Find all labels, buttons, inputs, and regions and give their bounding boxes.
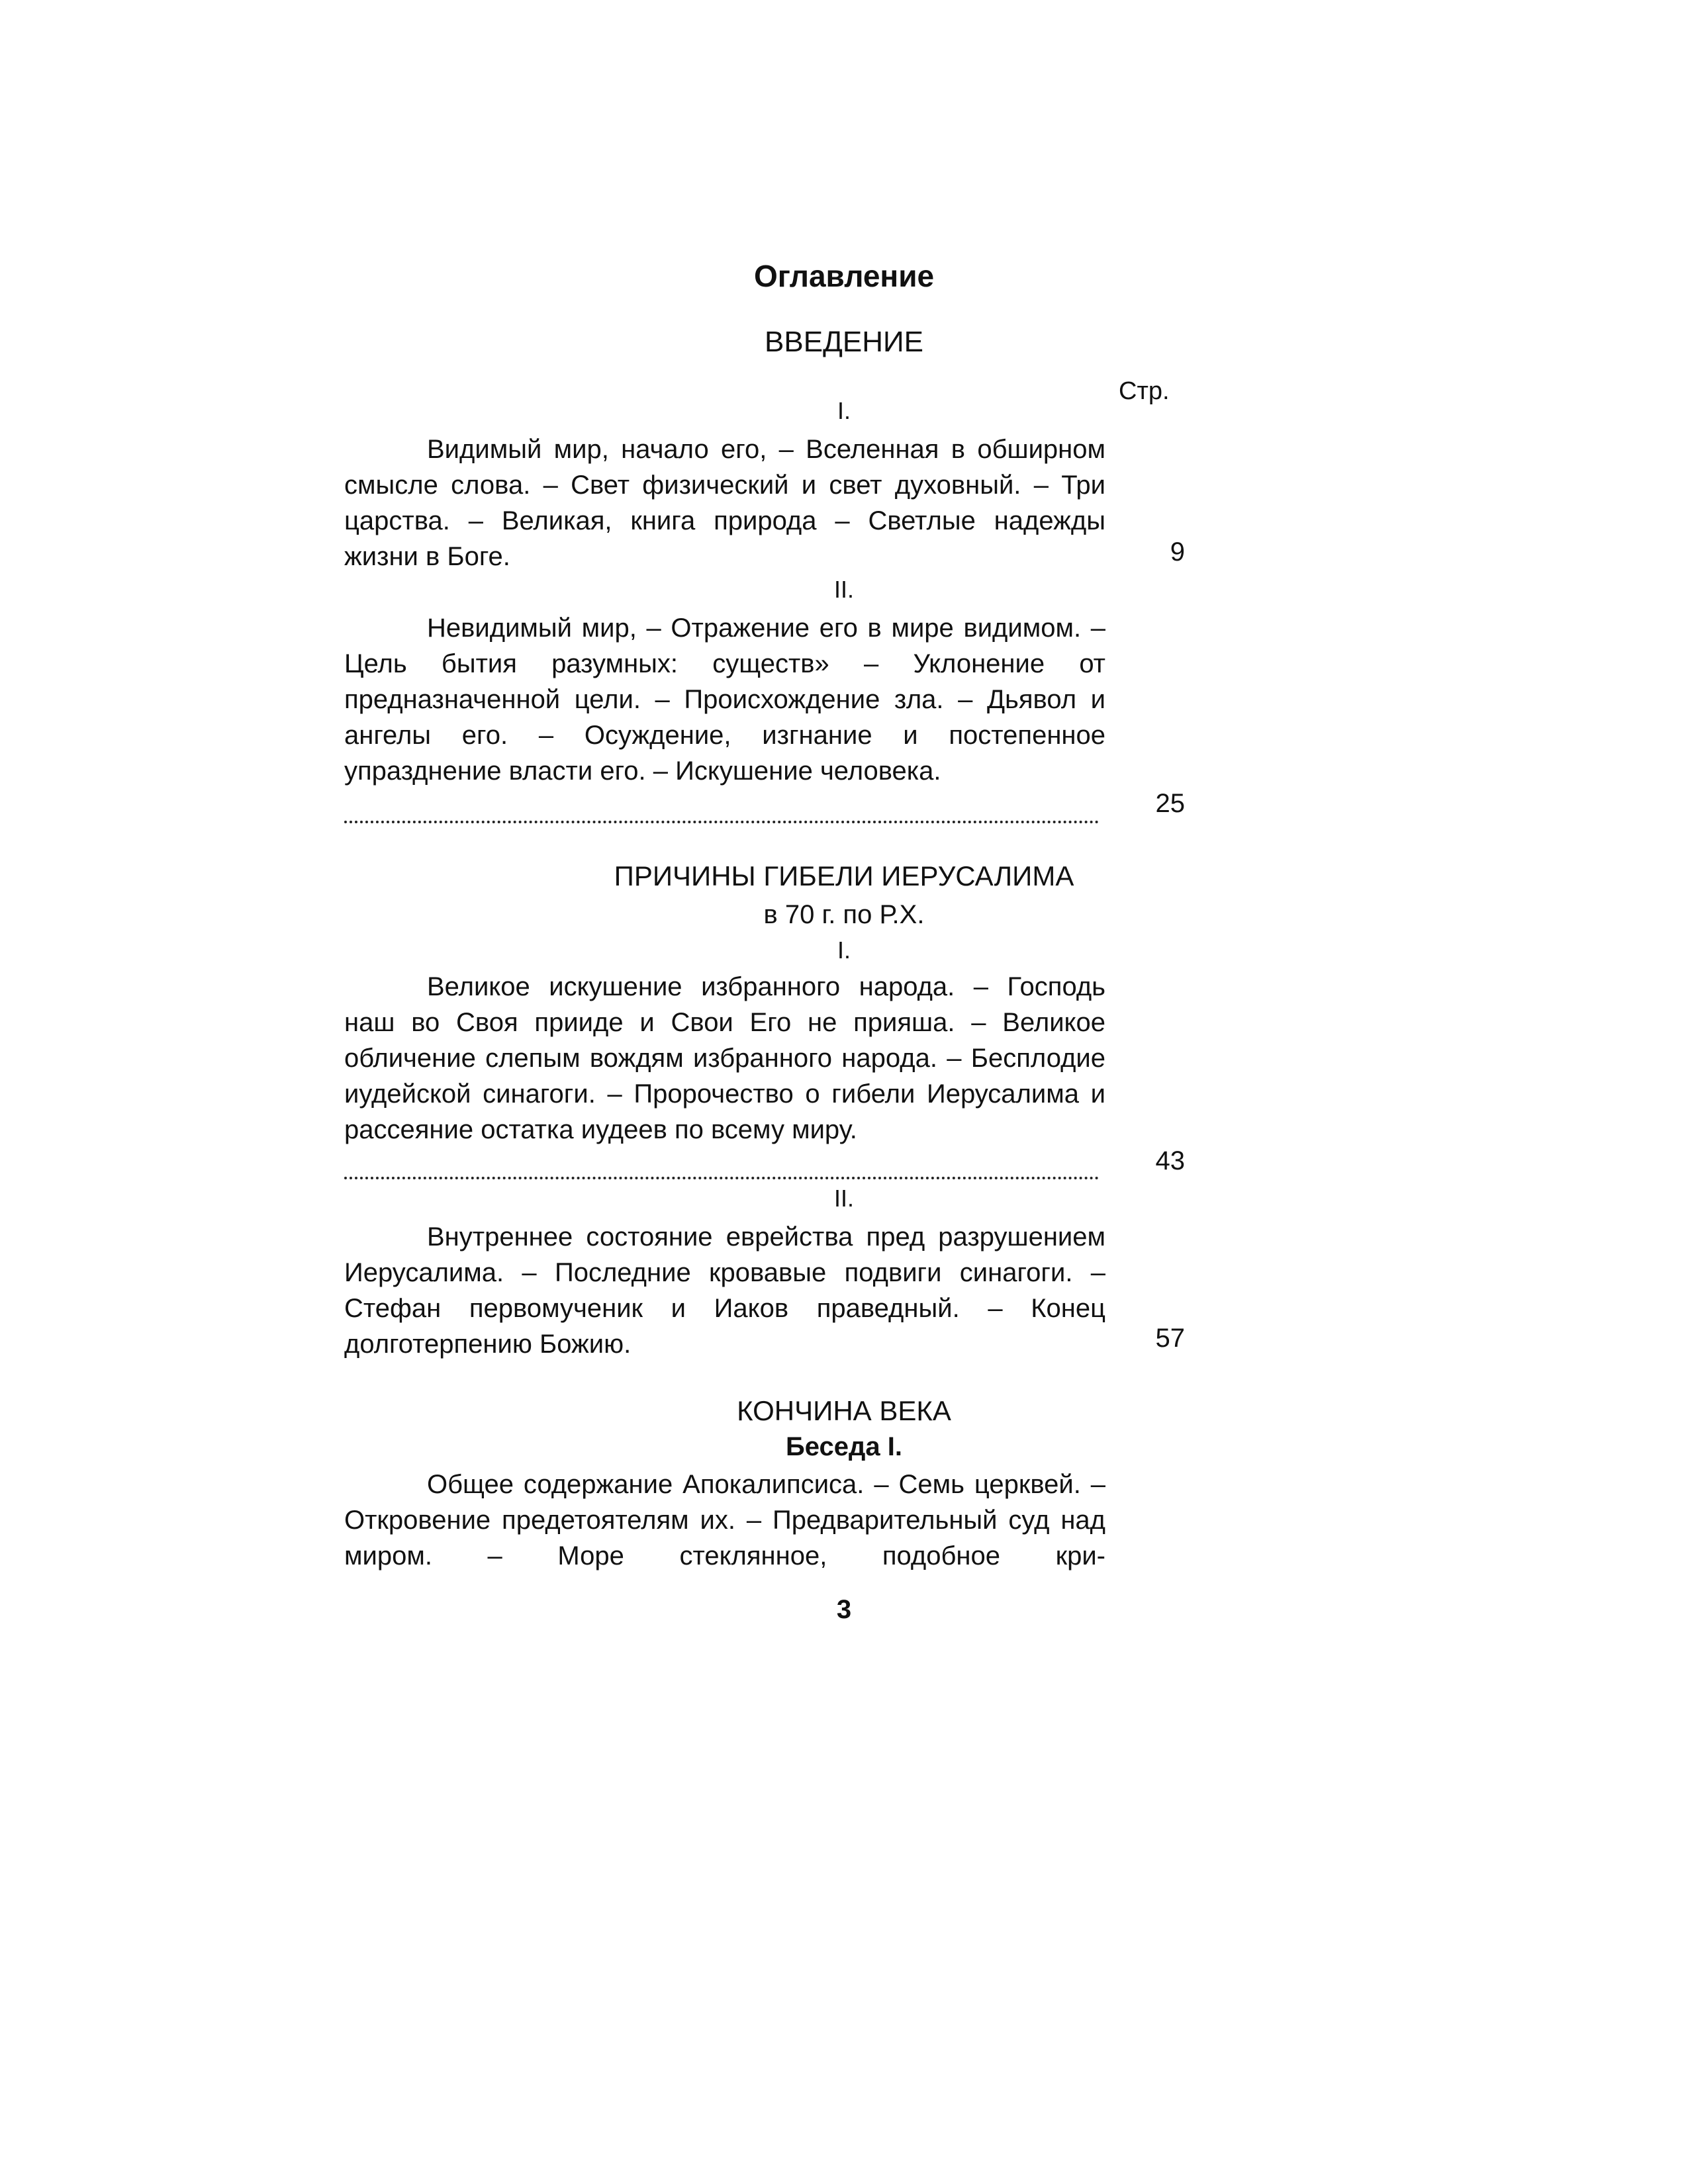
section-subheading-jerusalem: в 70 г. по Р.Х. [763, 900, 925, 929]
section-subheading-end-of-age: Беседа I. [786, 1432, 902, 1461]
toc-entry-end-of-age-1[interactable] [344, 1467, 1105, 1574]
page-folio-number: 3 [836, 1595, 852, 1624]
page-title: Оглавление [753, 259, 935, 293]
section-heading-end-of-age: КОНЧИНА ВЕКА [737, 1395, 951, 1426]
section-heading-jerusalem: ПРИЧИНЫ ГИБЕЛИ ИЕРУСАЛИМА [614, 860, 1074, 891]
page-number-jerusalem-1: 43 [1155, 1146, 1185, 1175]
entry-numeral-jerusalem-2: II. [833, 1185, 854, 1212]
toc-entry-text: Видимый мир, начало его, – Вселенная в обширном смысле слова. – Свет физический и свет духовный. – Три царства. – Великая, книга природа – Светлые надежды жизни в Боге. [344, 435, 1105, 571]
toc-entry-text: Великое искушение избранного народа. – Господь наш во Своя прииде и Свои Его не прияша. – Великое обличение слепым вождям избранного народа. – Бесплодие иудейской синагоги. – Пророчество о гибели Иерусалима и рассеяние остатка иудеев по всему миру. [344, 972, 1105, 1144]
entry-numeral-intro-2: II. [833, 576, 854, 603]
entry-numeral-intro-1: I. [837, 397, 851, 424]
dot-leader [344, 821, 1099, 823]
section-heading-intro: ВВЕДЕНИЕ [765, 326, 923, 358]
page-number-jerusalem-2: 57 [1155, 1324, 1185, 1353]
dot-leader [344, 1177, 1099, 1179]
entry-numeral-jerusalem-1: I. [837, 936, 851, 964]
page-column-label: Стр. [1119, 377, 1170, 405]
toc-entry-intro-2[interactable] [344, 610, 1105, 789]
toc-entry-jerusalem-1[interactable] [344, 969, 1105, 1148]
page-number-intro-2: 25 [1155, 789, 1185, 818]
toc-entry-text: Невидимый мир, – Отражение его в мире видимом. – Цель бытия разумных: существ» – Уклонение от предназначенной цели. – Происхождение зла. – Дьявол и ангелы его. – Осуждение, изгнание и постепенное упразднение власти его. – Искушение человека. [344, 614, 1105, 786]
toc-entry-text: Внутреннее состояние еврейства пред разрушением Иерусалима. – Последние кровавые подвиги синагоги. – Стефан первомученик и Иаков праведный. – Конец долготерпению Божию. [344, 1222, 1105, 1359]
toc-entry-jerusalem-2[interactable] [344, 1219, 1105, 1362]
toc-entry-text: Общее содержание Апокалипсиса. – Семь церквей. – Откровение предетоятелям их. – Предварительный суд над миром. – Море стеклянное, подобное кри- [344, 1470, 1105, 1570]
page-number-intro-1: 9 [1170, 537, 1185, 567]
toc-entry-intro-1[interactable] [344, 432, 1105, 574]
